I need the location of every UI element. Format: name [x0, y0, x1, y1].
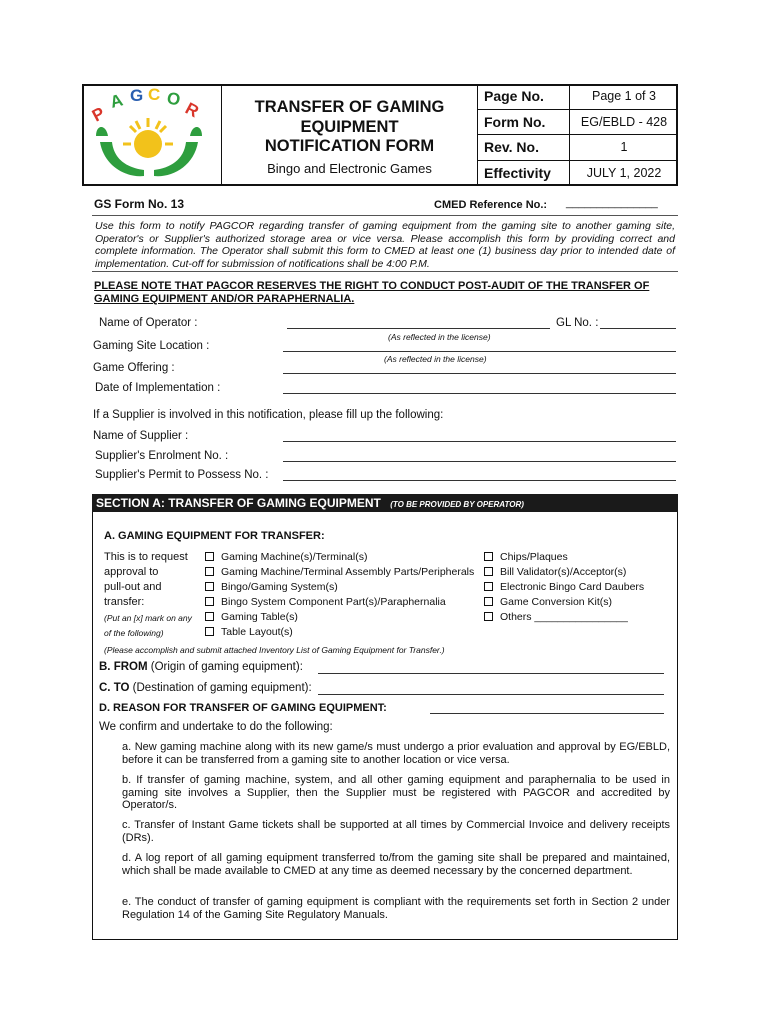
undertaking-d: d. A log report of all gaming equipment transferred to/from the gaming site shall be prepared and maintained, which shall be made available to CMED at any time as deemed necessary by the concerned department.: [122, 852, 670, 877]
option-label: Bill Validator(s)/Acceptor(s): [500, 566, 627, 578]
option-label: Gaming Table(s): [221, 611, 298, 623]
offering-label: Game Offering :: [93, 362, 175, 374]
title-cell: [222, 84, 478, 186]
supplier-name-input[interactable]: [283, 441, 676, 442]
meta-value: Page 1 of 3: [592, 89, 656, 103]
mark-note-line: (Put an [x] mark on any: [104, 613, 192, 623]
post-audit-notice: PLEASE NOTE THAT PAGCOR RESERVES THE RIGHT TO CONDUCT POST-AUDIT OF THE TRANSFER OF GAMING EQUIPMENT AND/OR PARAPHERNALIA.: [94, 280, 650, 305]
option-gaming-table[interactable]: [205, 610, 474, 625]
form-title: TRANSFER OF GAMING EQUIPMENT NOTIFICATION FORM: [254, 98, 445, 155]
divider: [92, 271, 678, 272]
option-label: Bingo System Component Part(s)/Paraphernalia: [221, 596, 446, 608]
undertaking-e: e. The conduct of transfer of gaming equipment is compliant with the requirements set forth in Section 2 under Regulation 14 of the Gaming Site Regulatory Manuals.: [122, 896, 670, 921]
date-label: Date of Implementation :: [95, 382, 221, 394]
pagcor-logo: [82, 84, 222, 186]
checkbox[interactable]: [484, 552, 493, 561]
checkbox[interactable]: [205, 597, 214, 606]
svg-text:G: G: [130, 86, 144, 105]
meta-value: 1: [620, 140, 628, 154]
supplier-permit-label: Supplier's Permit to Possess No. :: [95, 469, 269, 481]
request-line: This is to request: [104, 551, 188, 563]
sub-a-title: A. GAMING EQUIPMENT FOR TRANSFER:: [104, 530, 325, 542]
checkbox[interactable]: [484, 597, 493, 606]
svg-text:A: A: [108, 90, 125, 112]
mark-note-line: of the following): [104, 628, 164, 638]
reason-label: D. REASON FOR TRANSFER OF GAMING EQUIPMENT:: [99, 702, 387, 714]
as-reflected-note: (As reflected in the license): [384, 354, 487, 364]
option-label: Table Layout(s): [221, 626, 293, 638]
meta-effectivity: [478, 161, 678, 187]
option-gaming-machine[interactable]: [205, 550, 474, 565]
supplier-intro: If a Supplier is involved in this notification, please fill up the following:: [93, 409, 444, 421]
request-text: [104, 550, 188, 610]
option-bingo-component[interactable]: [205, 595, 474, 610]
checkbox[interactable]: [205, 582, 214, 591]
svg-text:O: O: [165, 88, 183, 110]
meta-page-no: [478, 84, 678, 110]
request-line: pull-out and: [104, 581, 162, 593]
svg-text:R: R: [182, 98, 202, 122]
undertaking-c: c. Transfer of Instant Game tickets shall be supported at all times by Commercial Invoice and delivery receipts (DRs).: [122, 819, 670, 844]
checkbox[interactable]: [205, 552, 214, 561]
supplier-enrolment-input[interactable]: [283, 461, 676, 462]
from-input[interactable]: [318, 673, 664, 674]
to-input[interactable]: [318, 694, 664, 695]
meta-rev-no: [478, 135, 678, 161]
meta-label: Rev. No.: [478, 135, 570, 160]
section-a-title: SECTION A: TRANSFER OF GAMING EQUIPMENT: [96, 496, 381, 510]
option-others[interactable]: [484, 610, 644, 625]
checkbox[interactable]: [205, 627, 214, 636]
logo-cell: [82, 84, 222, 186]
site-input[interactable]: [283, 351, 676, 352]
divider: [92, 215, 678, 216]
to-label: C. TO: [99, 682, 130, 694]
option-label: Chips/Plaques: [500, 551, 568, 563]
as-reflected-note: (As reflected in the license): [388, 332, 491, 342]
offering-input[interactable]: [283, 373, 676, 374]
section-a-header: [92, 494, 678, 512]
from-desc: (Origin of gaming equipment):: [150, 661, 303, 673]
request-line: approval to: [104, 566, 159, 578]
option-label: Gaming Machine(s)/Terminal(s): [221, 551, 368, 563]
option-label: Bingo/Gaming System(s): [221, 581, 338, 593]
form-subtitle: Bingo and Electronic Games: [267, 160, 432, 176]
supplier-enrolment-label: Supplier's Enrolment No. :: [95, 450, 229, 462]
meta-form-no: [478, 110, 678, 136]
undertaking-a: a. New gaming machine along with its new game/s must undergo a prior evaluation and approval by EG/EBLD, before it can be transferred from a gaming site to another location or vice versa.: [122, 741, 670, 766]
options-right: [484, 550, 644, 625]
option-chips[interactable]: [484, 550, 644, 565]
to-row: [99, 682, 312, 694]
meta-label: Page No.: [478, 84, 570, 109]
option-label: Game Conversion Kit(s): [500, 596, 613, 608]
cmed-ref-label: CMED Reference No.:: [434, 199, 548, 211]
cmed-ref-field[interactable]: _______________: [566, 197, 658, 209]
reason-input[interactable]: [430, 713, 664, 714]
operator-label: Name of Operator :: [99, 317, 198, 329]
option-label: Gaming Machine/Terminal Assembly Parts/Peripherals: [221, 566, 475, 578]
request-line: transfer:: [104, 596, 145, 608]
from-row: [99, 661, 303, 673]
svg-text:C: C: [148, 85, 161, 104]
option-assembly-parts[interactable]: [205, 565, 474, 580]
mark-note: [104, 611, 192, 641]
option-card-daubers[interactable]: [484, 580, 644, 595]
options-left: [205, 550, 474, 640]
confirm-text: We confirm and undertake to do the following:: [99, 721, 333, 733]
section-a-note: (TO BE PROVIDED BY OPERATOR): [390, 500, 524, 509]
gl-no-input[interactable]: [600, 328, 676, 329]
checkbox[interactable]: [484, 567, 493, 576]
meta-label: Effectivity: [478, 161, 570, 187]
supplier-name-label: Name of Supplier :: [93, 430, 189, 442]
operator-input[interactable]: [287, 328, 550, 329]
date-input[interactable]: [283, 393, 676, 394]
meta-value: JULY 1, 2022: [586, 165, 662, 180]
meta-label: Form No.: [478, 110, 570, 135]
option-bingo-system[interactable]: [205, 580, 474, 595]
to-desc: (Destination of gaming equipment):: [132, 682, 312, 694]
svg-text:P: P: [88, 103, 108, 126]
inventory-note: (Please accomplish and submit attached Inventory List of Gaming Equipment for Transfer.): [104, 645, 445, 655]
option-bill-validator[interactable]: [484, 565, 644, 580]
option-table-layout[interactable]: [205, 625, 474, 640]
option-conversion-kit[interactable]: [484, 595, 644, 610]
checkbox[interactable]: [205, 567, 214, 576]
from-label: B. FROM: [99, 661, 148, 673]
gl-no-label: GL No. :: [556, 317, 599, 329]
meta-value: EG/EBLD - 428: [580, 114, 668, 129]
checkbox[interactable]: [205, 612, 214, 621]
instructions: Use this form to notify PAGCOR regarding transfer of gaming equipment from the gaming site to another gaming site, Operator's or Supplier's authorized storage area or vice versa. Please accomplish this form by providing correct and complete information. The Operator shall submit this form to CMED at least one (1) business day prior to intended date of implementation. Cut-off for submission of notifications shall be 4:00 P.M.: [95, 220, 675, 270]
site-label: Gaming Site Location :: [93, 340, 210, 352]
option-label: Others ________________: [500, 611, 628, 623]
checkbox[interactable]: [484, 582, 493, 591]
supplier-permit-input[interactable]: [283, 480, 676, 481]
option-label: Electronic Bingo Card Daubers: [500, 581, 645, 593]
undertaking-b: b. If transfer of gaming machine, system, and all other gaming equipment and paraphernalia to be used in gaming site involves a Supplier, then the Supplier must be registered with PAGCOR and accredited by Operator/s.: [122, 774, 670, 811]
gs-form-no: GS Form No. 13: [94, 197, 185, 211]
checkbox[interactable]: [484, 612, 493, 621]
